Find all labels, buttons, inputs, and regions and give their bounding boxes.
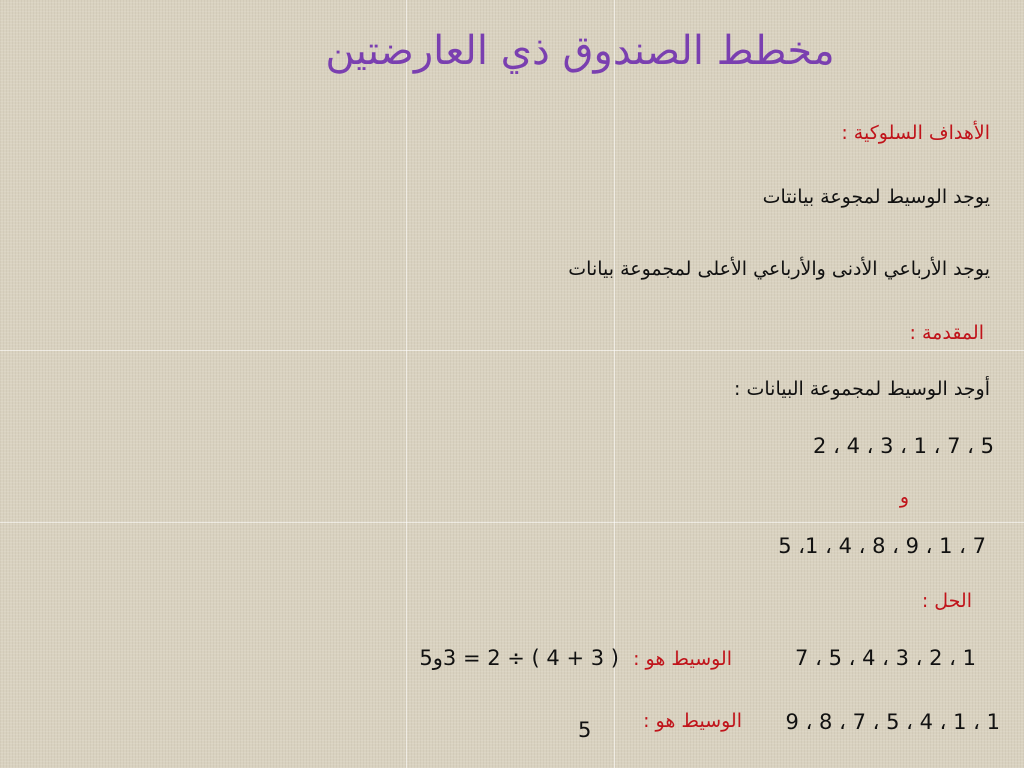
grid-line <box>0 522 1024 523</box>
slide-title: مخطط الصندوق ذي العارضتين <box>325 28 835 74</box>
data-set-1: 5 ، 7 ، 1 ، 3 ، 4 ، 2 <box>813 434 994 458</box>
objective-1: يوجد الوسيط لمجوعة بيانتات <box>762 186 990 208</box>
solution-heading: الحل : <box>921 590 972 612</box>
and-word: و <box>899 486 909 508</box>
median-value-2: 5 <box>578 718 592 742</box>
median-label-1: الوسيط هو : <box>633 648 732 670</box>
objectives-heading: الأهداف السلوكية : <box>841 122 990 144</box>
data-set-2: 7 ، 1 ، 9 ، 8 ، 4 ، 1، 5 <box>778 534 986 558</box>
grid-line <box>0 350 1024 351</box>
intro-heading: المقدمة : <box>909 322 984 344</box>
median-calculation-1: ( 3 + 4 ) ÷ 2 = 3و5 <box>419 646 619 670</box>
sorted-set-1: 1 ، 2 ، 3 ، 4 ، 5 ، 7 <box>795 646 976 670</box>
objective-2: يوجد الأرباعي الأدنى والأرباعي الأعلى لمجموعة بيانات <box>568 258 990 280</box>
grid-line <box>406 0 407 768</box>
median-label-2: الوسيط هو : <box>643 710 742 732</box>
sorted-set-2: 1 ، 1 ، 4 ، 5 ، 7 ، 8 ، 9 <box>785 710 1000 734</box>
intro-prompt: أوجد الوسيط لمجموعة البيانات : <box>734 378 990 400</box>
